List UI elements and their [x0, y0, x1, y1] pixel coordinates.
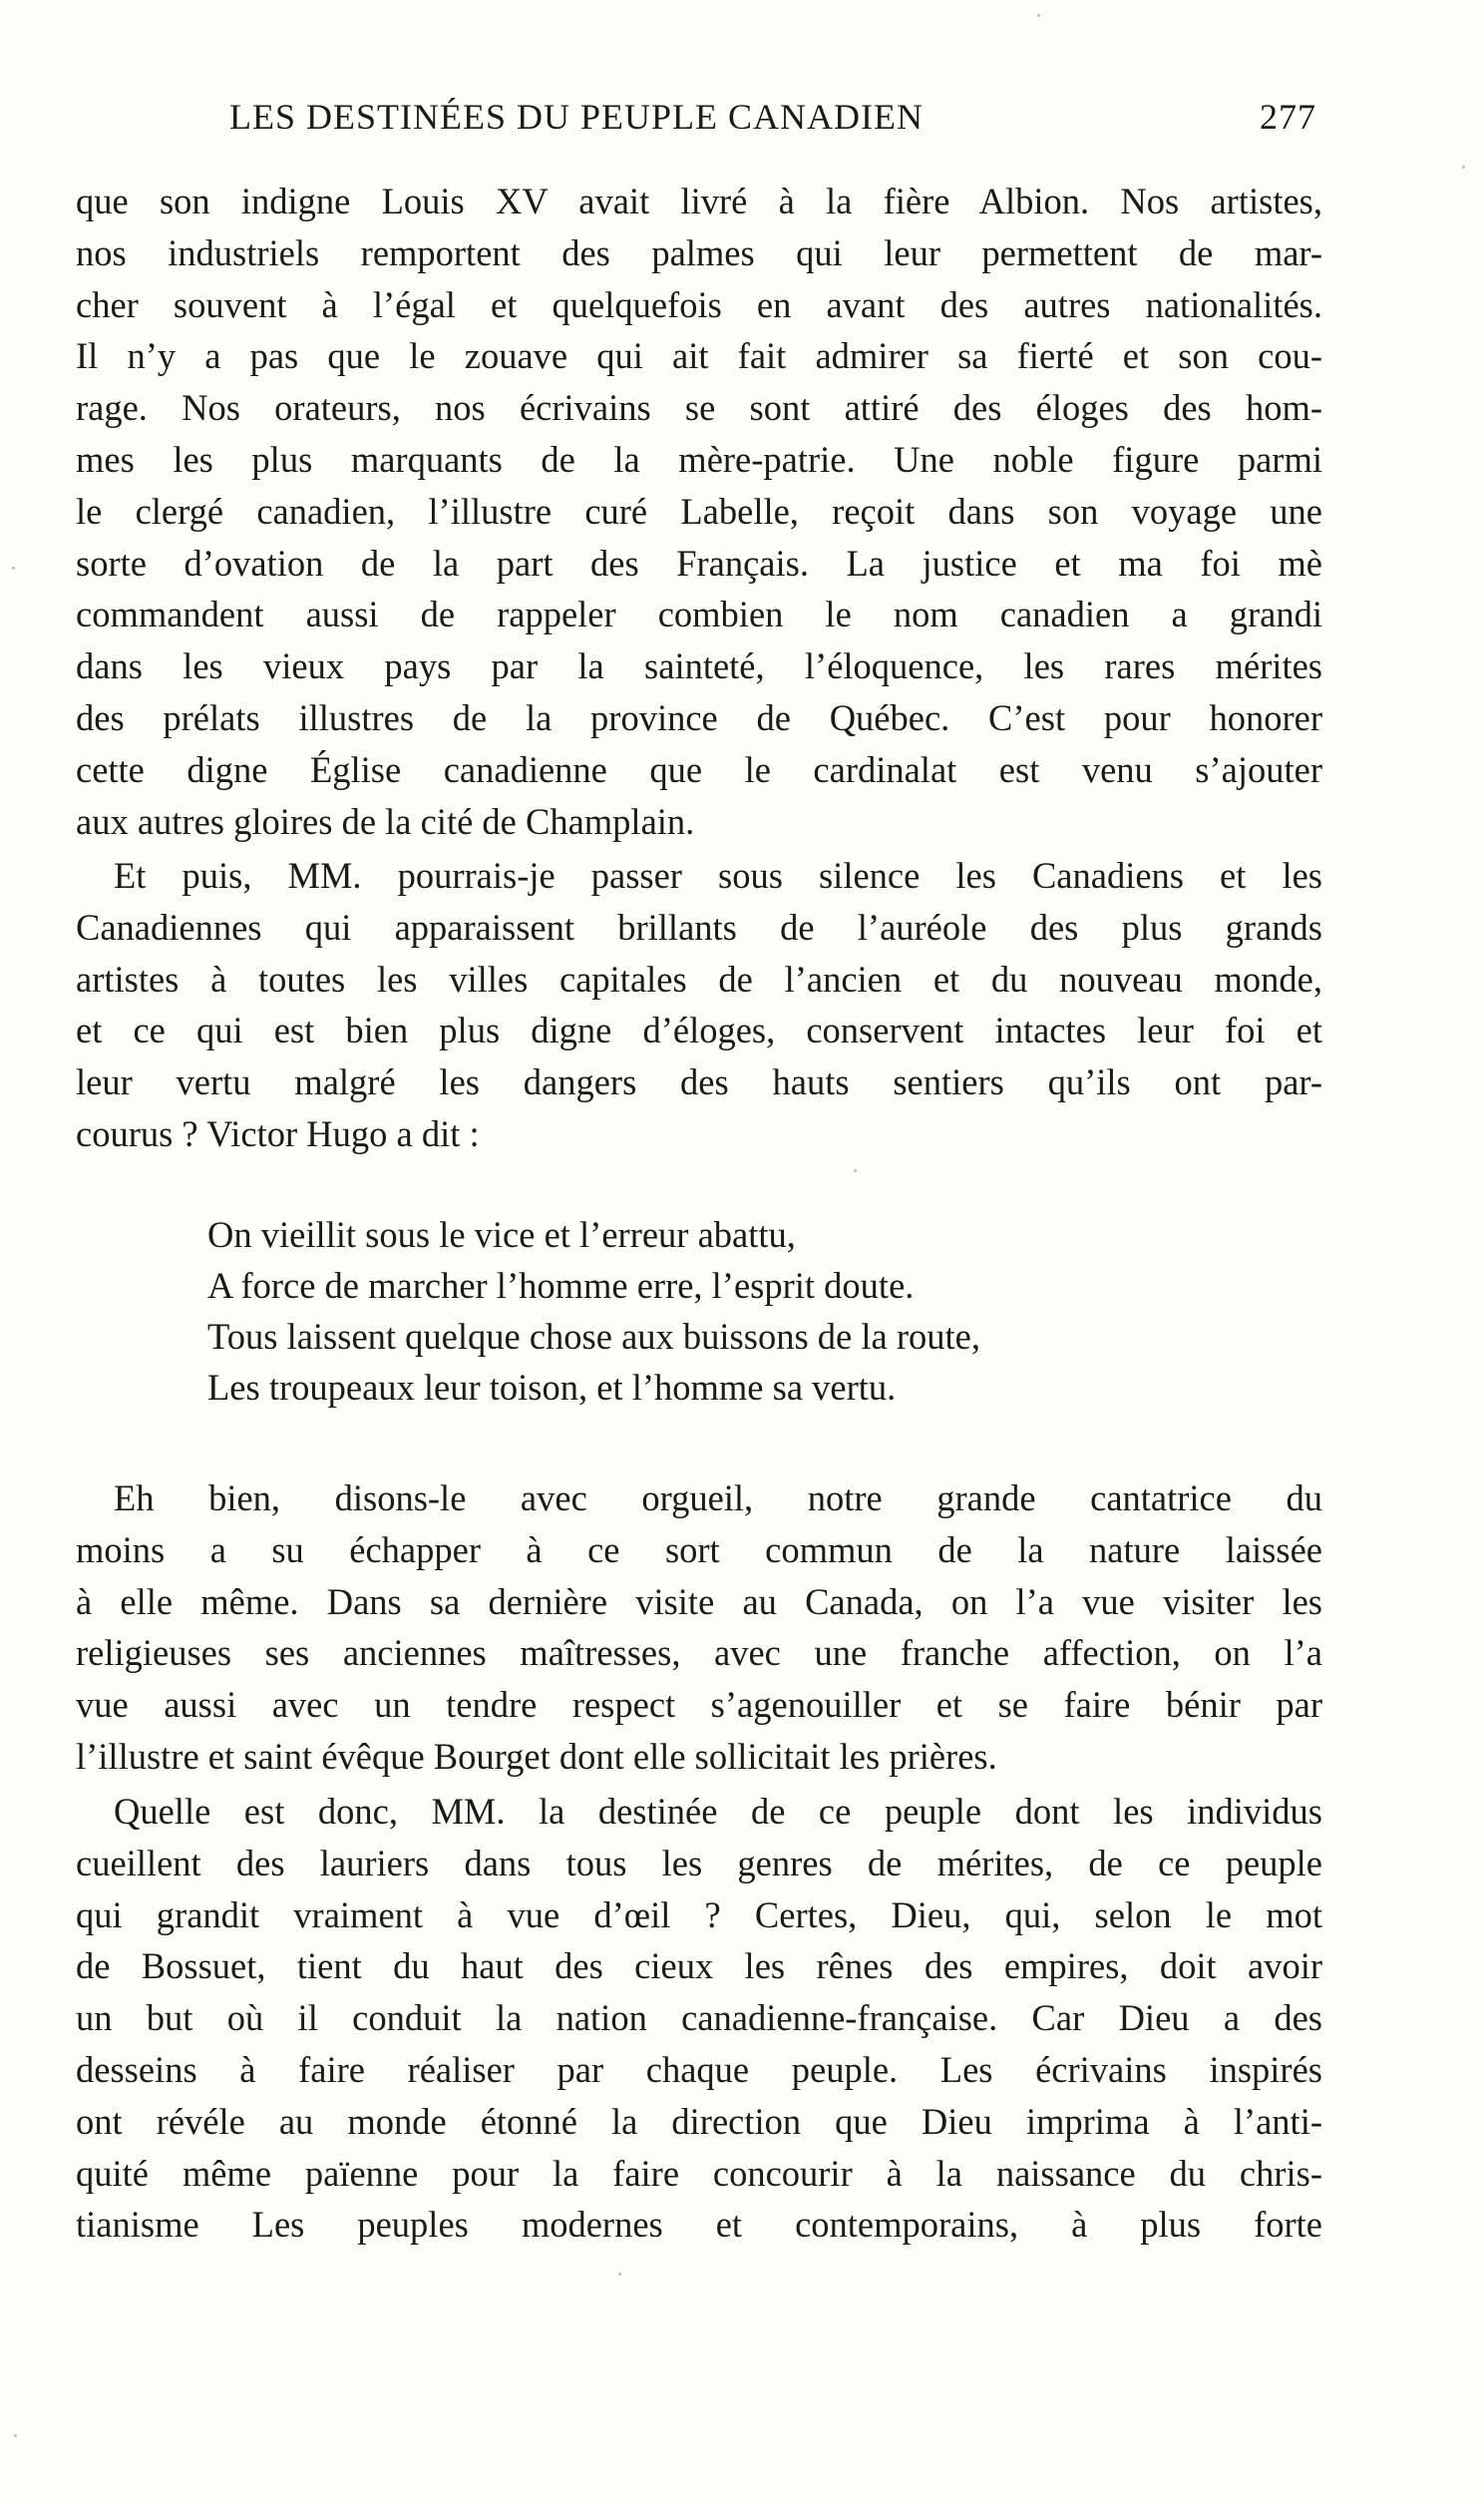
paragraph-4 [76, 1786, 1322, 2251]
page-number: 277 [1260, 97, 1316, 137]
text-line: commandent aussi de rappeler combien le nom canadien a grandi [76, 594, 1322, 635]
verse-quotation [207, 1209, 1205, 1413]
scan-speck [618, 2273, 621, 2276]
text-line: Il n’y a pas que le zouave qui ait fait admirer sa fierté et son cou- [76, 335, 1322, 377]
text-line: mes les plus marquants de la mère-patrie. Une noble figure parmi [76, 438, 1322, 480]
text-line: artistes à toutes les villes capitales de l’ancien et du nouveau monde, [76, 958, 1322, 1000]
text-line: qui grandit vraiment à vue d’œil ? Certes, Dieu, qui, selon le mot [76, 1893, 1322, 1935]
scan-speck [1037, 14, 1040, 17]
text-line: à elle même. Dans sa dernière visite au Canada, on l’a vue visiter les [76, 1580, 1322, 1622]
scan-speck [14, 2434, 17, 2437]
text-line: cette digne Église canadienne que le cardinalat est venu s’ajouter [76, 748, 1322, 790]
page-header [229, 96, 1316, 136]
text-line: que son indigne Louis XV avait livré à la fière Albion. Nos artistes, [76, 181, 1322, 221]
text-line: cher souvent à l’égal et quelquefois en avant des autres nationalités. [76, 283, 1322, 325]
paragraph-1 [76, 176, 1322, 847]
text-line: vue aussi avec un tendre respect s’agenouiller et se faire bénir par [76, 1684, 1322, 1726]
text-line: nos industriels remportent des palmes qui leur permettent de mar- [76, 231, 1322, 273]
verse-line: Tous laissent quelque chose aux buissons de la route, [207, 1316, 980, 1357]
paragraph-2 [76, 850, 1322, 1160]
text-line: desseins à faire réaliser par chaque peuple. Les écrivains inspirés [76, 2048, 1322, 2090]
text-line: le clergé canadien, l’illustre curé Labelle, reçoit dans son voyage une [76, 490, 1322, 532]
text-line: rage. Nos orateurs, nos écrivains se sont attiré des éloges des hom- [76, 387, 1322, 429]
text-line: Et puis, MM. pourrais-je passer sous silence les Canadiens et les [114, 855, 1322, 896]
text-line: cueillent des lauriers dans tous les genres de mérites, de ce peuple [76, 1842, 1322, 1883]
text-line: un but où il conduit la nation canadienne-française. Car Dieu a des [76, 1997, 1322, 2039]
text-line: Quelle est donc, MM. la destinée de ce peuple dont les individus [114, 1791, 1322, 1832]
text-line: moins a su échapper à ce sort commun de la nature laissée [76, 1528, 1322, 1570]
text-line: ont révéle au monde étonné la direction que Dieu imprima à l’anti- [76, 2100, 1322, 2142]
text-line: leur vertu malgré les dangers des hauts sentiers qu’ils ont par- [76, 1061, 1322, 1103]
text-line: quité même païenne pour la faire concourir à la naissance du chris- [76, 2152, 1322, 2194]
scan-speck [1462, 166, 1465, 169]
text-line: dans les vieux pays par la sainteté, l’éloquence, les rares mérites [76, 645, 1322, 687]
text-line: tianisme Les peuples modernes et contemporains, à plus forte [76, 2204, 1322, 2246]
running-title: LES DESTINÉES DU PEUPLE CANADIEN [229, 97, 924, 137]
verse-line: Les troupeaux leur toison, et l’homme sa vertu. [207, 1367, 897, 1408]
text-line: sorte d’ovation de la part des Français. La justice et ma foi mè [76, 542, 1322, 584]
scan-speck [12, 567, 15, 570]
verse-line: On vieillit sous le vice et l’erreur abattu, [207, 1214, 796, 1255]
text-line: courus ? Victor Hugo a dit : [76, 1112, 480, 1154]
text-line: Canadiennes qui apparaissent brillants de l’auréole des plus grands [76, 906, 1322, 948]
text-line: des prélats illustres de la province de Québec. C’est pour honorer [76, 696, 1322, 738]
text-line: de Bossuet, tient du haut des cieux les rênes des empires, doit avoir [76, 1945, 1322, 1987]
verse-line: A force de marcher l’homme erre, l’esprit doute. [207, 1265, 915, 1306]
scan-speck [854, 1169, 857, 1172]
text-line: l’illustre et saint évêque Bourget dont elle sollicitait les prières. [76, 1735, 997, 1777]
text-line: Eh bien, disons-le avec orgueil, notre grande cantatrice du [114, 1477, 1322, 1518]
paragraph-3 [76, 1472, 1322, 1783]
text-line: aux autres gloires de la cité de Champlain. [76, 800, 695, 842]
text-line: et ce qui est bien plus digne d’éloges, conservent intactes leur foi et [76, 1010, 1322, 1051]
text-line: religieuses ses anciennes maîtresses, avec une franche affection, on l’a [76, 1632, 1322, 1674]
